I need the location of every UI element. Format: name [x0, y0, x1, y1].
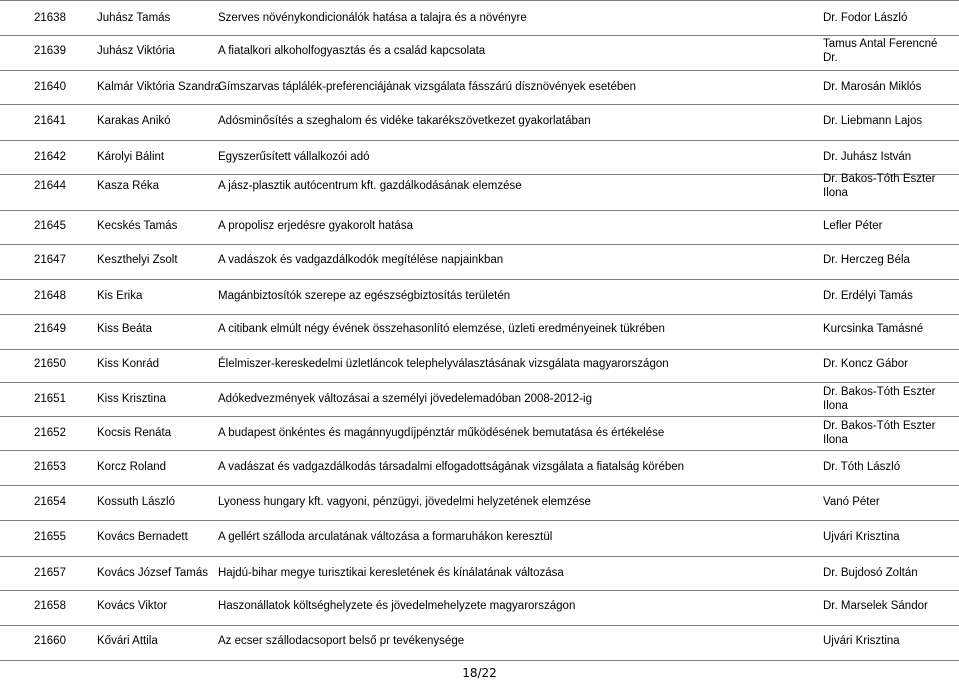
supervisor-name: Lefler Péter: [823, 220, 883, 232]
student-name: Kiss Konrád: [97, 358, 160, 370]
row-id: 21648: [34, 290, 66, 302]
student-name: Károlyi Bálint: [97, 151, 165, 163]
row-id: 21658: [34, 600, 66, 612]
student-name: Kővári Attila: [97, 635, 158, 647]
row-id: 21650: [34, 358, 66, 370]
row-divider: [0, 625, 959, 626]
thesis-title: A propolisz erjedésre gyakorolt hatása: [218, 220, 413, 232]
supervisor-name: Dr. Koncz Gábor: [823, 358, 909, 370]
row-divider: [0, 0, 959, 1]
thesis-title: Lyoness hungary kft. vagyoni, pénzügyi, jövedelmi helyzetének elemzése: [218, 496, 591, 508]
student-name: Kiss Beáta: [97, 323, 152, 335]
row-id: 21642: [34, 151, 66, 163]
student-name: Kis Erika: [97, 290, 143, 302]
row-divider: [0, 140, 959, 141]
row-id: 21647: [34, 254, 66, 266]
supervisor-name: Kurcsinka Tamásné: [823, 323, 924, 335]
student-name: Kovács Viktor: [97, 600, 168, 612]
student-name: Karakas Anikó: [97, 115, 171, 127]
student-name: Kasza Réka: [97, 180, 160, 192]
row-id: 21638: [34, 12, 66, 24]
thesis-title: Élelmiszer-kereskedelmi üzletláncok telephelyválasztásának vizsgálata magyarországon: [218, 358, 669, 370]
supervisor-name: Dr. Marosán Miklós: [823, 81, 922, 93]
supervisor-name: Ujvári Krisztina: [823, 531, 900, 543]
thesis-title: Hajdú-bihar megye turisztikai keresletének és kínálatának változása: [218, 567, 564, 579]
student-name: Kiss Krisztina: [97, 393, 167, 405]
thesis-title: Egyszerűsített vállalkozói adó: [218, 151, 370, 163]
supervisor-name: Dr. Liebmann Lajos: [823, 115, 923, 127]
thesis-title: Magánbiztosítók szerepe az egészségbiztosítás területén: [218, 290, 511, 302]
row-divider: [0, 416, 959, 417]
row-divider: [0, 244, 959, 245]
row-id: 21653: [34, 461, 66, 473]
supervisor-name: Dr. Bakos-Tóth Eszter Ilona: [823, 386, 936, 412]
row-divider: [0, 35, 959, 36]
student-name: Kocsis Renáta: [97, 427, 172, 439]
row-divider: [0, 450, 959, 451]
thesis-title: Az ecser szállodacsoport belső pr tevékenysége: [218, 635, 465, 647]
thesis-title: Adósminősítés a szeghalom és vidéke takarékszövetkezet gyakorlatában: [218, 115, 591, 127]
thesis-title: A vadászat és vadgazdálkodás társadalmi elfogadottságának vizsgálata a fiatalság körében: [218, 461, 685, 473]
row-divider: [0, 485, 959, 486]
thesis-title: Gímszarvas táplálék-preferenciájának vizsgálata fásszárú dísznövények esetében: [218, 81, 637, 93]
row-id: 21644: [34, 180, 66, 192]
row-divider: [0, 70, 959, 71]
row-id: 21654: [34, 496, 66, 508]
supervisor-name: Tamus Antal Ferencné Dr.: [823, 38, 938, 64]
row-id: 21660: [34, 635, 66, 647]
thesis-title: A vadászok és vadgazdálkodók megítélése napjainkban: [218, 254, 504, 266]
row-id: 21655: [34, 531, 66, 543]
student-name: Kossuth László: [97, 496, 175, 508]
student-name: Kecskés Tamás: [97, 220, 178, 232]
row-id: 21641: [34, 115, 66, 127]
student-name: Kovács József Tamás: [97, 567, 209, 579]
student-name: Kalmár Viktória Szandra: [97, 81, 221, 93]
supervisor-name: Dr. Erdélyi Tamás: [823, 290, 913, 302]
supervisor-name: Dr. Fodor László: [823, 12, 908, 24]
row-divider: [0, 660, 959, 661]
supervisor-name: Dr. Tóth László: [823, 461, 901, 473]
row-id: 21657: [34, 567, 66, 579]
student-name: Juhász Viktória: [97, 45, 175, 57]
thesis-title: A budapest önkéntes és magánnyugdíjpénztár működésének bemutatása és értékelése: [218, 427, 665, 439]
thesis-title: Adókedvezmények változásai a személyi jövedelemadóban 2008-2012-ig: [218, 393, 592, 405]
supervisor-name: Dr. Bujdosó Zoltán: [823, 567, 918, 579]
supervisor-name: Dr. Bakos-Tóth Eszter Ilona: [823, 173, 936, 199]
thesis-title: Szerves növénykondicionálók hatása a talajra és a növényre: [218, 12, 527, 24]
supervisor-name: Vanó Péter: [823, 496, 880, 508]
row-id: 21639: [34, 45, 66, 57]
row-divider: [0, 520, 959, 521]
student-name: Korcz Roland: [97, 461, 167, 473]
page-number: 18/22: [462, 666, 497, 680]
row-id: 21652: [34, 427, 66, 439]
row-divider: [0, 382, 959, 383]
row-divider: [0, 314, 959, 315]
row-divider: [0, 174, 959, 175]
thesis-title: A jász-plasztik autócentrum kft. gazdálkodásának elemzése: [218, 180, 522, 192]
student-name: Juhász Tamás: [97, 12, 171, 24]
row-divider: [0, 104, 959, 105]
row-id: 21645: [34, 220, 66, 232]
row-id: 21651: [34, 393, 66, 405]
row-id: 21640: [34, 81, 66, 93]
thesis-title: A citibank elmúlt négy évének összehasonlító elemzése, üzleti eredményeinek tükrében: [218, 323, 665, 335]
supervisor-name: Dr. Juhász István: [823, 151, 912, 163]
row-id: 21649: [34, 323, 66, 335]
row-divider: [0, 349, 959, 350]
row-divider: [0, 279, 959, 280]
student-name: Kovács Bernadett: [97, 531, 188, 543]
supervisor-name: Dr. Herczeg Béla: [823, 254, 910, 266]
thesis-title: Haszonállatok költséghelyzete és jövedelmehelyzete magyarországon: [218, 600, 576, 612]
row-divider: [0, 590, 959, 591]
supervisor-name: Ujvári Krisztina: [823, 635, 900, 647]
supervisor-name: Dr. Marselek Sándor: [823, 600, 928, 612]
thesis-title: A fiatalkori alkoholfogyasztás és a család kapcsolata: [218, 45, 486, 57]
row-divider: [0, 556, 959, 557]
row-divider: [0, 210, 959, 211]
thesis-title: A gellért szálloda arculatának változása a formaruhákon keresztül: [218, 531, 553, 543]
supervisor-name: Dr. Bakos-Tóth Eszter Ilona: [823, 420, 936, 446]
student-name: Keszthelyi Zsolt: [97, 254, 178, 266]
